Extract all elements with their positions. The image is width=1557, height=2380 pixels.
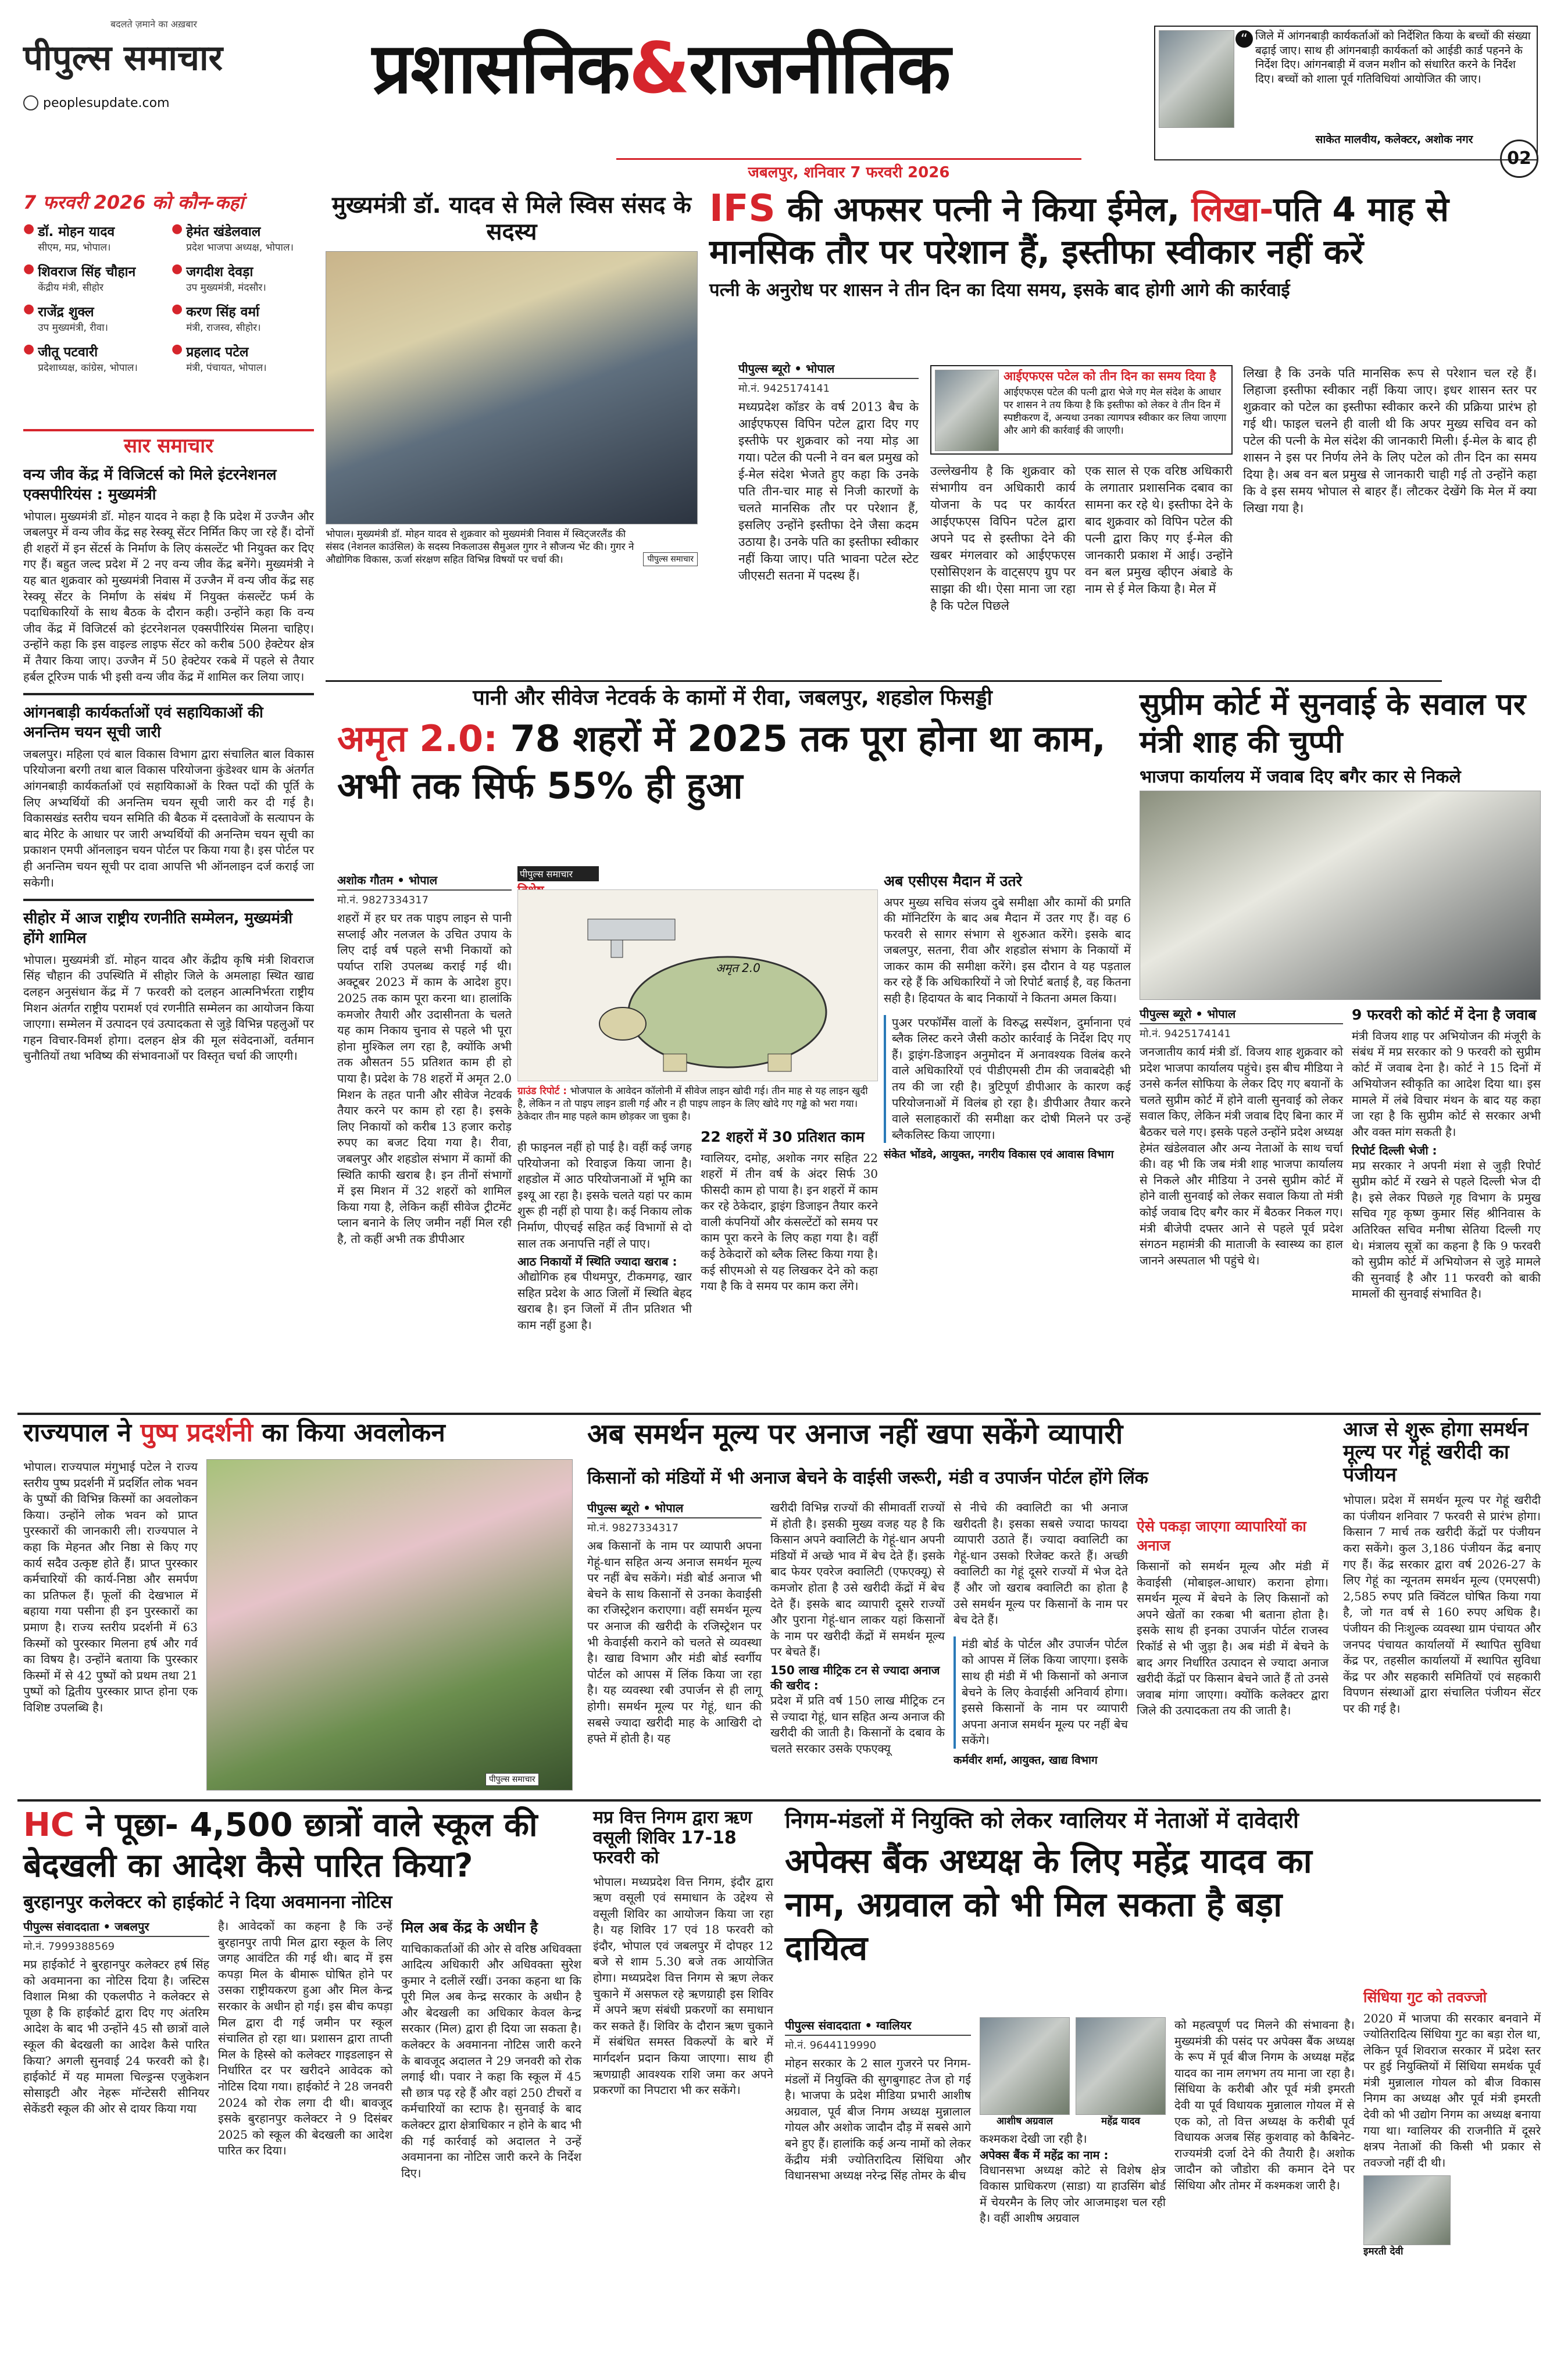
amrut-headline: अमृत 2.0: 78 शहरों में 2025 तक पूरा होना था काम, अभी तक सिर्फ 55% ही हुआ xyxy=(337,717,1106,807)
governor-credit: पीपुल्स समाचार xyxy=(485,1773,539,1786)
governor-body: भोपाल। राज्यपाल मंगुभाई पटेल ने राज्य स्तरीय पुष्प प्रदर्शनी में प्रदर्शित लोक भवन के पुष्पों की विभिन्न किस्मों का अवलोकन किया। उन्होंने लोक भवन को प्राप्त पुरस्कारों की जानकारी ली। राज्यपाल ने कहा कि मेहनत और निष्ठा से किए गए कार्य सदैव उत्कृष्ट होते हैं। प्राप्त पुरस्कार कर्मचारियों की कार्य-निष्ठा और समर्पण का प्रतिफल हैं। फूलों की देखभाल में बहाया गया पसीना ही इन पुरस्कारों का प्रमाण है। राज्य स्तरीय प्रदर्शनी में 63 किस्मों को पुरस्कार मिलना हर्ष और गर्व का विषय है। उन्होंने बताया कि पुरस्कार किस्मों में से 42 पुष्पों को प्रथम तथा 21 पुष्पों को द्वितीय पुरस्कार प्राप्त होना एक विशिष्ट उपलब्धि है। xyxy=(23,1460,198,1714)
quote-text: जिले में आंगनबाड़ी कार्यकर्ताओं को निर्देशित किया के बच्चों की संख्या बढ़ाई जाए। साथ ही आंगनबाड़ी कार्यकर्ता को आईडी कार्ड पहनने के निर्देश दिए। आंगनबाड़ी में वजन मशीन को संधारित करने के निर्देश दिए। बच्चों को शाला पूर्व गतिविधियां आयोजित की जाए। xyxy=(1255,30,1531,86)
sc-photo xyxy=(1140,791,1541,1000)
location-pin-icon: ● xyxy=(23,341,35,356)
section-title: प्रशासनिक&राजनीतिक xyxy=(372,28,950,109)
vitt-story: मप्र वित्त निगम द्वारा ऋण वसूली शिविर 17-18 फरवरी को भोपाल। मध्यप्रदेश वित्त निगम, इंदौर द्वारा ऋण वसूली एवं समाधान के उद्देश्य से वसूली शिविर का आयोजन किया जा रहा है। यह शिविर 17 एवं 18 फरवरी को इंदौर, भोपाल एवं जबलपुर में दोपहर 12 बजे से शाम 5.30 बजे तक आयोजित होगा। मध्यप्रदेश वित्त निगम से ऋण लेकर चुकाने में असफल रहे ऋणग्राही इस शिविर में अपने ऋण संबंधी प्रकरणों का समाधान कर सकते हैं। शिविर के दौरान ऋण चुकाने में संबंधित समस्त विकल्पों के बारे में मार्गदर्शन प्रदान किया जाएगा। साथ ही ऋणग्राही आवश्यक राशि जमा कर अपने प्रकरणों का निपटारा भी कर सकेंगे। xyxy=(593,1807,773,2097)
apex-story: निगम-मंडलों में नियुक्ति को लेकर ग्वालियर में नेताओं में दावेदारी अपेक्स बैंक अध्यक्ष के लिए महेंद्र यादव का नाम, अग्रवाल को भी मिल सकता है बड़ा दायित्व xyxy=(785,1807,1312,1968)
ifs-info-box: आईएफएस पटेल को तीन दिन का समय दिया है आईएफएस पटेल की पत्नी द्वारा भेजे गए मेल संदेश के आधार पर शासन ने तय किया है कि इस्तीफा को लेकर वे तीन दिन में स्पष्टीकरण दें, अन्यथा उनका त्यागपत्र स्वीकार कर लिया जाएगा और आगे की कार्रवाई की जाएगी। xyxy=(930,365,1233,455)
birthday-person: ● जीतू पटवारी प्रदेशाध्यक्ष, कांग्रेस, भोपाल। xyxy=(23,341,138,374)
masthead-logo xyxy=(23,17,349,151)
msp-subhead: किसानों को मंडियों में भी अनाज बेचने के वाईसी जरूरी, मंडी व उपार्जन पोर्टल होंगे लिंक xyxy=(587,1468,1148,1488)
ifs-story xyxy=(709,186,1535,302)
msp-col-1: पीपुल्स ब्यूरो • भोपाल मो.नं. 9827334317 अब किसानों के नाम पर व्यापारी अपना गेहूं-धान सहित अन्य अनाज समर्थन मूल्य पर नहीं बेच सकेंगे। मंडी बोर्ड अनाज भी बेचने के साथ किसानों से उनका केवाईसी का रजिस्ट्रेशन कराएगा। वहीं समर्थन मूल्य पर अनाज की खरीदी के रजिस्ट्रेशन पर भी केवाईसी कराने को चलते से व्यवस्था है। खाद्य विभाग और मंडी बोर्ड स्वर्गीय पोर्टल को आपस में लिंक किया जा रहा है। यह व्यवस्था रबी उपार्जन से ही लागू होगी। समर्थन मूल्य पर गेहूं, धान की सबसे ज्यादा खरीदी माह के आखिरी दो हफ्ते में होती है। यह xyxy=(587,1501,762,1746)
paper-name: पीपुल्स समाचार xyxy=(23,38,223,78)
birthday-person: ● डॉ. मोहन यादव सीएम, मप्र, भोपाल। xyxy=(23,221,115,253)
collector-photo xyxy=(1159,30,1234,128)
location-pin-icon: ● xyxy=(172,301,183,316)
saar-item-1-head: वन्य जीव केंद्र में विजिटर्स को मिले इंटरनेशनल एक्सपीरियंस : मुख्यमंत्री xyxy=(23,466,277,503)
globe-icon xyxy=(23,95,38,110)
sc-col-2: 9 फरवरी को कोर्ट में देना है जवाब मंत्री विजय शाह पर अभियोजन की मंजूरी के संबंध में मप्र सरकार को 9 फरवरी को सुप्रीम कोर्ट में जवाब देना है। कोर्ट ने 15 दिनों में अभियोजन स्वीकृति का आदेश दिया था। इस मामले में लंबे विचार मंथन के बाद यह कहा जा रहा है कि सुप्रीम कोर्ट से सरकार अभी और वक्त मांग सकती है। रिपोर्ट दिल्ली भेजी : मप्र सरकार ने अपनी मंशा से जुड़ी रिपोर्ट सुप्रीम कोर्ट में रखने से पहले दिल्ली भेज दी है। इसे लेकर पिछले गृह विभाग के प्रमुख सचिव गृह कृष्ण कुमार सिंह श्रीनिवास के अतिरिक्त सचिव मनीषा सेतिया दिल्ली गए थे। मंत्रालय सूत्रों का कहना है कि 9 फरवरी को सुप्रीम कोर्ट में अभियोजन से जुड़े मामले की सुनवाई है और 11 फरवरी को बाकी मामलों की सुनवाई संभावित है। xyxy=(1352,1006,1541,1301)
saar-item-3-body: भोपाल। मुख्यमंत्री डॉ. मोहन यादव और केंद्रीय कृषि मंत्री शिवराज सिंह चौहान की उपस्थिति में सीहोर जिले के अमलाहा स्थित खाद्य दलहन अनुसंधान केंद्र में 7 फरवरी को दलहन आत्मनिर्भरता राष्ट्रीय मिशन अंतर्गत राष्ट्रीय परामर्श एवं रणनीति सम्मेलन का आयोजन किया जाएगा। सम्मेलन में उत्पादन एवं उत्पादकता से जुड़े विभिन्न पहलुओं पर गहन विचार-विमर्श होगा। दलहन क्षेत्र की मूल संवेदनाओं, वर्तमान चुनौतियों तथा भविष्य की संभावनाओं पर विस्तृत चर्चा की जाएगी। xyxy=(23,952,314,1063)
saar-item-2-body: जबलपुर। महिला एवं बाल विकास विभाग द्वारा संचालित बाल विकास परियोजना बरगी तथा बाल विकास परियोजना कुंडेश्वर धाम के अंतर्गत आंगनबाड़ी कार्यकर्ताओं एवं सहायिकाओं के रिक्त पदों की पूर्ति के लिए अभ्यर्थियों की अनन्तिम चयन सूची जारी कर दी गई है। विकासखंड स्तरीय चयन समिति की बैठक में दस्तावेजों के सत्यापन के बाद मेरिट के आधार पर जारी अभ्यर्थियों की अनन्तिम चयन सूची का प्रकाशन एमपी ऑनलाइन चयन पोर्टल पर किया गया है। इस पोर्टल पर ही अनन्तिम चयन सूची पर दावा आपत्ति भी ऑनलाइन दर्ज कराई जा सकेगी। xyxy=(23,746,314,889)
hc-col-1: पीपुल्स संवाददाता • जबलपुर मो.नं. 7999388569 मप्र हाईकोर्ट ने बुरहानपुर कलेक्टर हर्ष सिंह को अवमानना का नोटिस दिया है। जस्टिस विशाल मिश्रा की एकलपीठ ने कलेक्टर से पूछा है कि हाईकोर्ट द्वारा दिए गए अंतरिम आदेश के बाद भी उन्होंने 45 सौ छात्रों वाले स्कूल की बेदखली का आदेश कैसे पारित किया? अगली सुनवाई 24 फरवरी को है। हाईकोर्ट में यह मामला चिल्ड्रन्स एजुकेशन सोसाइटी और नेहरू मॉन्टेसरी सीनियर सेकेंडरी स्कूल की ओर से दायर किया गया xyxy=(23,1920,209,2116)
saar-samachar xyxy=(23,435,314,1064)
msp-col-3: से नीचे की क्वालिटी का भी अनाज खरीदती है। इसका सबसे ज्यादा फायदा व्यापारी उठाते हैं। ज्यादा क्वालिटी का गेहूं-धान उसको रिजेक्ट करते हैं। अच्छी क्वालिटी का गेहूं दूसरे राज्यों में भेज देते हैं और जो खराब क्वालिटी का होता है उसे समर्थन मूल्य पर किसानों के नाम पर बेच देते हैं। मंडी बोर्ड के पोर्टल और उपार्जन पोर्टल को आपस में लिंक किया जाएगा। इसके साथ ही मंडी में भी किसानों को अनाज बेचने के लिए केवाईसी अनिवार्य होगा। इससे किसानों के नाम पर व्यापारी अपना अनाज समर्थन मूल्य पर नहीं बेच सकेंगे। कर्मवीर शर्मा, आयुक्त, खाद्य विभाग xyxy=(954,1500,1128,1767)
quote-credit: साकेत मालवीय, कलेक्टर, अशोक नगर xyxy=(1315,133,1473,146)
dateline: जबलपुर, शनिवार 7 फरवरी 2026 xyxy=(616,158,1081,182)
cm-swiss-credit: पीपुल्स समाचार xyxy=(643,552,698,566)
location-pin-icon: ● xyxy=(172,261,183,276)
saar-item-2-head: आंगनबाड़ी कार्यकर्ताओं एवं सहायिकाओं की अनन्तिम चयन सूची जारी xyxy=(23,704,263,742)
apex-col-2: आशीष अग्रवाल महेंद्र यादव कश्मकश देखी जा रही है। अपेक्स बैंक में महेंद्र का नाम : विधानसभा अध्यक्ष कोटे से विशेष क्षेत्र विकास प्राधिकरण (साडा) या हाउसिंग बोर्ड में चेयरमैन के लिए जोर आजमाइश चल रही है। वहीं आशीष अग्रवाल xyxy=(980,2017,1166,2227)
sc-col-1: पीपुल्स ब्यूरो • भोपाल मो.नं. 9425174141 जनजातीय कार्य मंत्री डॉ. विजय शाह शुक्रवार को प्रदेश भाजपा कार्यालय पहुंचे। इस बीच मीडिया ने उनसे कर्नल सोफिया के लेकर दिए गए बयानों के चलते सुप्रीम कोर्ट में होने वाली सुनवाई को लेकर सवाल किए, लेकिन मंत्री जवाब दिए बिना कार में बैठकर चले गए। इसके पहले उन्होंने प्रदेश अध्यक्ष हेमंत खंडेलवाल और अन्य नेताओं के साथ चर्चा की। वह भी कि जब मंत्री शाह भाजपा कार्यालय से निकले और मीडिया ने उनसे सुप्रीम कोर्ट में होने वाली सुनवाई को लेकर सवाल किया तो मंत्री कोई जवाब दिए बगैर कार में बैठकर निकल गए। मंत्री बीजेपी दफ्तर आने से पहले पूर्व प्रदेश संगठन महामंत्री की माताजी के स्वास्थ्य का हाल जानने अस्पताल भी पहुंचे थे। xyxy=(1140,1007,1343,1267)
location-pin-icon: ● xyxy=(23,301,35,316)
apex-col-1: पीपुल्स संवाददाता • ग्वालियर मो.नं. 9644119990 मोहन सरकार के 2 साल गुजरने पर निगम-मंडलों में नियुक्ति की सुगबुगाहट तेज हो गई है। भाजपा के प्रदेश मीडिया प्रभारी आशीष अग्रवाल, पूर्व बीज निगम अध्यक्ष मुन्नालाल गोयल और अशोक जादौन दौड़ में सबसे आगे बने हुए हैं। हालांकि कई अन्य नामों को लेकर केंद्रीय मंत्री ज्योतिरादित्य सिंधिया और विधानसभा अध्यक्ष नरेन्द्र सिंह तोमर के बीच xyxy=(785,2018,971,2183)
birthday-person: ● हेमंत खंडेलवाल प्रदेश भाजपा अध्यक्ष, भोपाल। xyxy=(172,221,294,253)
amrut-col-1: अशोक गौतम • भोपाल मो.नं. 9827334317 शहरों में हर घर तक पाइप लाइन से पानी सप्लाई और नलजल के उचित उपाय के लिए दाई वर्ष पहले सभी निकायों को पर्याप्त राशि उपलब्ध कराई गई थी। अक्टूबर 2023 में काम के आदेश हुए। 2025 तक काम पूरा करना था। हालांकि कमजोर तैयारी और उदासीनता के चलते यह काम निकाय चुनाव से पहले भी पूरा होना मुश्किल लग रहा है, क्योंकि अभी तक औसतन 55 प्रतिशत काम ही हो पाया है। प्रदेश के 78 शहरों में अमृत 2.0 मिशन के तहत पानी और सीवेज नेटवर्क तैयार करने पर काम हो रहा है। इसके लिए निकायों को करीब 13 हजार करोड़ रुपए का बजट दिया गया है। रीवा, जबलपुर और शहडोल संभाग में कामों की स्थिति काफी खराब है। इन तीनों संभागों में इस मिशन में 32 शहरों को शामिल किया गया है, लेकिन कहीं सीवेज ट्रीटमेंट प्लान बनाने के लिए जमीन नहीं मिल रही है, तो कहीं अभी तक डीपीआर xyxy=(337,873,512,1246)
birthday-box xyxy=(23,192,314,374)
amrut-col-3: 22 शहरों में 30 प्रतिशत काम ग्वालियर, दमोह, अशोक नगर सहित 22 शहरों में तीन वर्ष के अंदर सिर्फ 30 फीसदी काम हो पाया है। इन शहरों में काम कर रहे ठेकेदार, ड्राइंग डिजाइन तैयार करने वाली कंपनियों और कंसल्टेंटों को समय पर काम पूरा करने के लिए कहा गया है। वहीं कई ठेकेदारों को ब्लैक लिस्ट किया गया है। कई सीएमओ से यह लिखकर देने को कहा गया है कि वे समय पर काम करा लेंगे। xyxy=(701,1128,878,1293)
ifs-headline: IFS की अफसर पत्नी ने किया ईमेल, लिखा-पति 4 माह से मानसिक तौर पर परेशान हैं, इस्तीफा स्वीकार नहीं करें xyxy=(709,187,1449,272)
location-pin-icon: ● xyxy=(23,221,35,236)
hc-subhead: बुरहानपुर कलेक्टर को हाईकोर्ट ने दिया अवमानना नोटिस xyxy=(23,1892,392,1913)
quote-icon: “ xyxy=(1235,30,1253,48)
yadav-photo xyxy=(1076,2017,1166,2115)
ifs-col-1: पीपुल्स ब्यूरो • भोपाल मो.नं. 9425174141 मध्यप्रदेश कॉडर के वर्ष 2013 बैच के आईएफएस विपिन पटेल द्वारा दिए गए इस्तीफे पर शुक्रवार को नया मोड़ आ गया। पटेल की पत्नी ने वन बल प्रमुख को ई-मेल संदेश भेजते हुए कहा कि उनके पति तीन-चार माह से निजी कारणों के चलते मानसिक तौर पर परेशान हैं, इसलिए उन्होंने इस्तीफा देने जैसा कदम उठाया है। उनके पति का इस्तीफा स्वीकार नहीं किया जाए। पति भावना पटेल स्टेट जीएसटी सतना में पदस्थ हैं। xyxy=(738,362,919,583)
cartoon-label: अमृत 2.0 xyxy=(716,961,760,975)
location-pin-icon: ● xyxy=(23,261,35,276)
sc-story: सुप्रीम कोर्ट में सुनवाई के सवाल पर मंत्री शाह की चुप्पी भाजपा कार्यालय में जवाब दिए बगैर कार से निकले xyxy=(1140,687,1526,787)
governor-photo xyxy=(206,1459,573,1791)
msp-headline: अब समर्थन मूल्य पर अनाज नहीं खपा सकेंगे व्यापारी xyxy=(587,1418,1123,1450)
amrut-cartoon-caption: ग्राउंड रिपोर्ट : भोजपाल के आवेदन कॉलोनी में सीवेज लाइन खोदी गई। तीन माह से यह लाइन खुदी है, लेकिन न तो पाइप लाइन डाली गई और न ही पाइप लाइन के लिए खोदे गए गड्ढे को भरा गया। ठेकेदार तीन माह पहले काम छोड़कर जा चुका है। xyxy=(517,1085,868,1123)
saar-title: सार समाचार xyxy=(124,434,213,458)
birthday-person: ● करण सिंह वर्मा मंत्री, राजस्व, सीहोर। xyxy=(172,301,261,334)
saar-item-1-body: भोपाल। मुख्यमंत्री डॉ. मोहन यादव ने कहा है कि प्रदेश में उज्जैन और जबलपुर में वन्य जीव केंद्र सह रेस्क्यू सेंटर निर्मित किए जा रहे हैं। दोनों ही शहरों में इन सेंटर्स के निर्माण के लिए कंसल्टेंट भी नियुक्त कर दिए गए हैं। बहुत जल्द प्रदेश में 2 नए वन्य जीव केंद्र बनेंगे। मुख्यमंत्री ने यह बात शुक्रवार को मुख्यमंत्री निवास में उज्जैन में वन्य जीव केंद्र सह रेस्क्यू सेंटर के निर्माण के संबंध में नियुक्त कंसल्टेंट फर्म के पदाधिकारियों के साथ बैठक के दौरान कही। उन्होंने कहा कि वन्य जीव केंद्र में विजिटर्स को इंटरनेशनल एक्सपीरियंस मिलना चाहिए। उन्होंने कहा कि इस वाइल्ड लाइफ सेंटर को करीब 500 हेक्टेयर क्षेत्र में तैयार किया जाए। उज्जैन में 50 हेक्टेयर रकबे में पहले से तैयार हर्बल टूरिज्म पार्क भी इसी वन्य जीव केंद्र में शामिल कर लिया जाए। xyxy=(23,509,314,684)
tortoise-tap-cartoon xyxy=(518,890,879,1082)
ifs-subhead: पत्नी के अनुरोध पर शासन ने तीन दिन का दिया समय, इसके बाद होगी आगे की कार्रवाई xyxy=(709,279,1290,301)
location-pin-icon: ● xyxy=(172,341,183,356)
birthday-person: ● प्रहलाद पटेल मंत्री, पंचायत, भोपाल। xyxy=(172,341,267,374)
wheat-story: आज से शुरू होगा समर्थन मूल्य पर गेहूं खरीदी का पंजीयन भोपाल। प्रदेश में समर्थन मूल्य पर गेहूं खरीदी का पंजीयन शनिवार 7 फरवरी से प्रारंभ होगा। किसान 7 मार्च तक खरीदी केंद्रों पर पंजीयन करा सकेंगे। कुल 3,186 पंजीयन केंद्र बनाए गए हैं। केंद्र सरकार द्वारा वर्ष 2026-27 के लिए गेहूं का न्यूनतम समर्थन मूल्य (एमएसपी) 2,585 रुपए प्रति क्विंटल घोषित किया गया है, जो गत वर्ष से 160 रुपए अधिक है। पंजीयन की निःशुल्क व्यवस्था ग्राम पंचायत और जनपद पंचायत कार्यालयों में स्थापित सुविधा केंद्र पर, तहसील कार्यालयों में स्थापित सुविधा केंद्र पर और सहकारी समितियों एवं सहकारी विपणन संस्थाओं द्वारा संचालित पंजीयन सेंटर पर की गई है। xyxy=(1343,1418,1541,1716)
governor-headline: राज्यपाल ने पुष्प प्रदर्शनी का किया अवलोकन xyxy=(23,1418,445,1448)
cm-swiss-head: मुख्यमंत्री डॉ. यादव से मिले स्विस संसद के सदस्य xyxy=(331,192,692,245)
apex-col-3: को महत्वपूर्ण पद मिलने की संभावना है। मुख्यमंत्री की पसंद पर अपेक्स बैंक अध्यक्ष के रूप में पूर्व बीज निगम के अध्यक्ष महेंद्र यादव का नाम लगभग तय माना जा रहा है। सिंधिया के करीबी और पूर्व मंत्री इमरती देवी या पूर्व विधायक मुन्नालाल गोयल में से एक को, तो वित्त अध्यक्ष के करीबी पूर्व विधायक अजब सिंह कुशवाह को कैबिनेट-राज्यमंत्री दर्जा देने की तैयारी है। अशोक जादौन को जौडोरा की कमान देने पर सिंधिया और तोमर में कश्मकश जारी है। xyxy=(1174,2018,1355,2192)
location-pin-icon: ● xyxy=(172,221,183,236)
top-quote-box xyxy=(1154,26,1538,160)
cm-swiss-caption: भोपाल। मुख्यमंत्री डॉ. मोहन यादव से शुक्रवार को मुख्यमंत्री निवास में स्विट्जरलैंड की संसद (नेशनल काउंसिल) के सदस्य निकलाउस सैमुअल गुगर ने सौजन्य भेंट की। गुगर ने औद्योगिक विकास, ऊर्जा संरक्षण सहित विभिन्न विषयों पर चर्चा की। xyxy=(326,528,634,566)
amrut-story xyxy=(337,686,1128,810)
amrut-col-4: अब एसीएस मैदान में उतरे अपर मुख्य सचिव संजय दुबे समीक्षा और कामों की प्रगति की मॉनिटरिंग के बाद अब मैदान में उतर गए हैं। वह 6 फरवरी से सागर संभाग से शुरुआत करेंगे। इसके बाद जबलपुर, सतना, रीवा और शहडोल संभाग के निकायों में जाकर काम की समीक्षा करेंगे। इस दौरान वे यह पड़ताल कर रहे हैं कि अधिकारियों ने जो रिपोर्ट बताई है, वह कितना सही है। हिदायत के बाद निकायों ने कितना अमल किया। पुअर परफॉर्मेंस वालों के विरुद्ध सस्पेंशन, दुर्मानाना एवं ब्लैक लिस्ट करने जैसी कठोर कार्रवाई के निर्देश दिए गए हैं। ड्राइंग-डिजाइन अनुमोदन में अनावश्यक विलंब करने वाले अधिकारियों एवं पीडीएमसी टीम की जवाबदेही भी तय की जा रही है। त्रुटिपूर्ण डीपीआर के कारण कई परियोजनाओं में विलंब हो रहा है। डीपीआर तैयार करने वाले सलाहकारों की समीक्षा कर दोषी मिलने पर उन्हें ब्लैकलिस्ट किया जाएगा। संकेत भोंडवे, आयुक्त, नगरीय विकास एवं आवास विभाग xyxy=(884,873,1131,1162)
agrawal-photo xyxy=(980,2017,1070,2115)
birthday-person: ● राजेंद्र शुक्ल उप मुख्यमंत्री, रीवा। xyxy=(23,301,108,334)
hc-col-2: है। आवेदकों का कहना है कि उन्हें बुरहानपुर तापी मिल द्वारा स्कूल के लिए जगह आवंटित की गई थी। बाद में इस कपड़ा मिल के बीमारू घोषित होने पर उसका राष्ट्रीयकरण हुआ और मिल केन्द्र सरकार के अधीन हो गई। इस बीच कपड़ा मिल द्वारा दी गई जमीन पर स्कूल संचालित हो रहा था। प्रशासन द्वारा ताप्ती मिल के हिस्से को कलेक्टर गाइडलाइन से निर्धारित दर पर खरीदने आवेदक को नोटिस दिया गया। हाईकोर्ट ने 28 जनवरी 2024 को रोक लगा दी थी। बावजूद इसके बुरहानपुर कलेक्टर ने 9 दिसंबर 2025 को स्कूल की बेदखली का आदेश पारित कर दिया। xyxy=(218,1919,392,2158)
amrut-col-2: ही फाइनल नहीं हो पाई है। वहीं कई जगह परियोजना को रिवाइज किया जाना है। शहडोल में आठ परियोजनाओं में भूमि का इश्यू आ रहा है। इसके चलते यहां पर काम शुरू ही नहीं हो पाया है। कई निकाय लोक निर्माण, पीएचई सहित कई विभागों से दो साल तक अनापत्ति नहीं ले पाए। आठ निकायों में स्थिति ज्यादा खराब : औद्योगिक हब पीथमपुर, टीकमगढ़, खार सहित प्रदेश के आठ जिलों में स्थिति बेहद खराब है। इन जिलों में तीन प्रतिशत भी काम नहीं हुआ है। xyxy=(517,1140,692,1332)
birthday-title: 7 फरवरी 2026 को कौन-कहां xyxy=(23,191,244,213)
special-badge: पीपुल्स समाचार xyxy=(517,866,599,907)
ifs-officer-photo xyxy=(935,370,999,451)
hc-box: मिल अब केंद्र के अधीन है याचिकाकर्ताओं की ओर से वरिष्ठ अधिवक्ता आदित्य अधिकारी और अधिवक्ता सुरेश कुमार ने दलीलें रखीं। उनका कहना था कि पूरी मिल अब केन्द्र सरकार के अधीन है और बेदखली का अधिकार केवल केन्द्र सरकार (मिल) द्वारा ही दिया जा सकता है। कलेक्टर के अवमानना नोटिस जारी करने के बावजूद अदालत ने 29 जनवरी को रोक लगाई थी। पवार ने कहा कि स्कूल में 45 सौ छात्र पढ़ रहे हैं और वहां 250 टीचरों व कर्मचारियों का स्टाफ है। सुनवाई के बाद कलेक्टर द्वारा क्षेत्राधिकार न होने के बाद भी की गई कार्रवाई को अदालत ने उन्हें अवमानना का नोटिस जारी करने के निर्देश दिए। xyxy=(401,1919,581,2180)
ifs-mobile: मो.नं. 9425174141 xyxy=(738,383,830,395)
amrut-kicker: पानी और सीवेज नेटवर्क के कामों में रीवा, जबलपुर, शहडोल फिसड्डी xyxy=(473,686,992,710)
birthday-person: ● शिवराज सिंह चौहान केंद्रीय मंत्री, सीहोर xyxy=(23,261,136,294)
page-number: 02 xyxy=(1500,140,1538,178)
cm-swiss-photo xyxy=(326,251,698,524)
hc-headline: HC ने पूछा- 4,500 छात्रों वाले स्कूल की बेदखली का आदेश कैसे पारित किया? xyxy=(23,1806,538,1885)
birthday-person: ● जगदीश देवड़ा उप मुख्यमंत्री, मंदसौर। xyxy=(172,261,266,294)
scindia-box: सिंधिया गुट को तवज्जो 2020 में भाजपा की सरकार बनवाने में ज्योतिरादित्य सिंधिया गुट का बड़ा रोल था, लेकिन पूर्व शिवराज सरकार में प्रदेश स्तर पर हुई नियुक्तियों में सिंधिया समर्थक पूर्व मंत्री मुन्नालाल गोयल को बीज विकास निगम का अध्यक्ष और पूर्व मंत्री इमरती देवी को भी उद्योग निगम का अध्यक्ष बनाया गया था। ग्वालियर की राजनीति में दूसरे क्षत्रप नेताओं की किसी भी प्रकार से तवज्जो नहीं दी थी। इमरती देवी xyxy=(1363,1989,1541,2258)
msp-col-2: खरीदी विभिन्न राज्यों की सीमावर्ती राज्यों में होती है। इसकी मुख्य वजह यह है कि किसान अपने क्वालिटी के गेहूं-धान अपनी मंडियों में अच्छे भाव में बेच देते हैं। इसके बाद फेयर एवरेज क्वालिटी (एफएक्यू) से कमजोर होता है उसे खरीदी केंद्रों में बेच देते हैं। इसके बाद व्यापारी दूसरे राज्यों और पुराना गेहूं-धान लाकर यहां किसानों के नाम पर खरीदी केंद्रों में समर्थन मूल्य पर बेचते हैं। 150 लाख मीट्रिक टन से ज्यादा अनाज की खरीद : प्रदेश में प्रति वर्ष 150 लाख मीट्रिक टन से ज्यादा गेहूं, धान सहित अन्य अनाज की खरीदी की जाती है। किसानों के दबाव के चलते सरकार उसके एफएक्यू xyxy=(770,1500,945,1756)
msp-box: ऐसे पकड़ा जाएगा व्यापारियों का अनाज किसानों को समर्थन मूल्य और मंडी में केवाईसी (मोबाइल-आधार) कराना होगा। समर्थन मूल्य में बेचने के लिए किसानों को अपने खेतों का रकबा भी बताना होता है। इसके साथ ही इनका उपार्जन पोर्टल राजस्व रिकॉर्ड से भी जुड़ा है। अब मंडी में बेचने के बाद अगर निर्धारित उत्पादन से ज्यादा अनाज खरीदी केंद्रों पर किसान बेचने जाते हैं तो उनसे जवाब मांगा जाएगा। क्योंकि कलेक्टर द्वारा जिले की उत्पादकता तय की जाती है। xyxy=(1137,1518,1329,1718)
saar-item-3-head: सीहोर में आज राष्ट्रीय रणनीति सम्मेलन, मुख्यमंत्री होंगे शामिल xyxy=(23,910,293,947)
website[interactable]: peoplesupdate.com xyxy=(43,95,170,110)
tagline: बदलते ज़माने का अख़बार xyxy=(110,19,197,30)
imarti-devi-photo xyxy=(1363,2175,1451,2245)
ifs-byline: पीपुल्स ब्यूरो • भोपाल xyxy=(738,360,919,379)
amrut-cartoon xyxy=(517,889,878,1081)
cm-swiss-story xyxy=(326,192,698,566)
